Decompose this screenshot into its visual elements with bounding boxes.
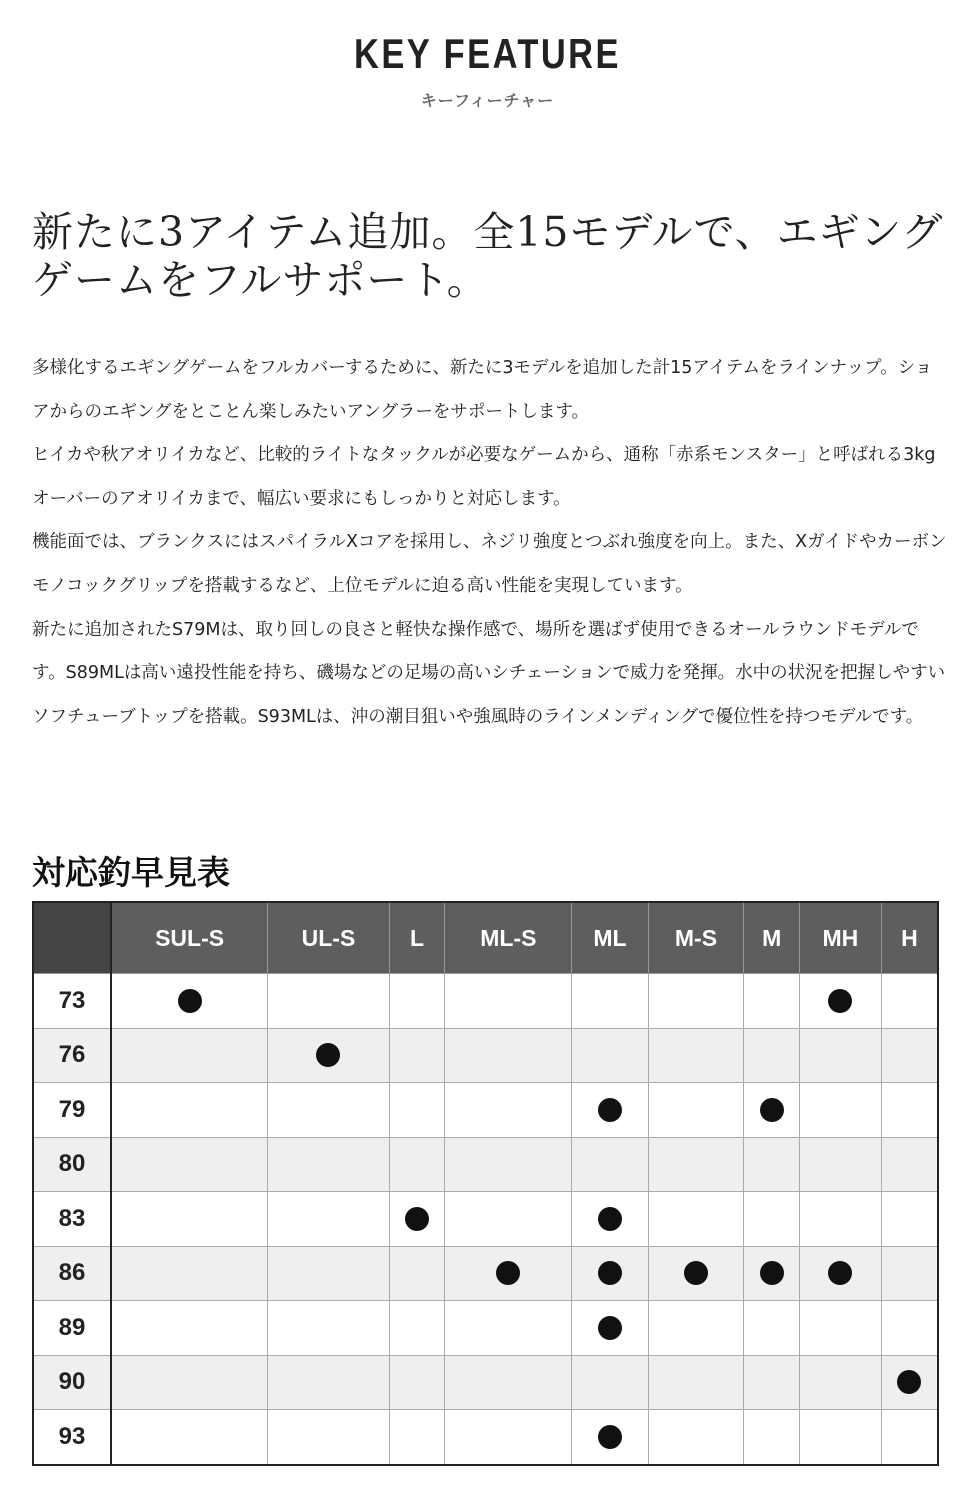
table-cell	[445, 1083, 572, 1138]
table-cell	[572, 1301, 648, 1356]
table-cell	[111, 1028, 268, 1083]
table-cell	[389, 1355, 445, 1410]
table-cell	[268, 1246, 390, 1301]
table-cell	[648, 1083, 744, 1138]
table-cell	[111, 1410, 268, 1465]
row-label: 73	[33, 974, 111, 1029]
table-cell	[648, 974, 744, 1029]
table-cell	[744, 1355, 800, 1410]
table-cell	[744, 974, 800, 1029]
table-cell	[389, 1028, 445, 1083]
table-cell	[800, 1028, 882, 1083]
table-cell	[572, 1192, 648, 1247]
table-cell	[800, 1301, 882, 1356]
table-cell	[800, 1410, 882, 1465]
dot-mark-icon	[760, 1261, 784, 1285]
table-header-row	[33, 902, 938, 974]
table-cell	[800, 1192, 882, 1247]
dot-mark-icon	[684, 1261, 708, 1285]
table-row	[33, 1083, 938, 1138]
row-label: 79	[33, 1083, 111, 1138]
column-header: ML-S	[445, 902, 572, 974]
row-label: 90	[33, 1355, 111, 1410]
table-cell	[572, 1137, 648, 1192]
table-cell	[744, 1410, 800, 1465]
table-cell	[268, 1083, 390, 1138]
table-cell	[445, 1301, 572, 1356]
table-cell	[389, 1246, 445, 1301]
table-cell	[268, 1301, 390, 1356]
row-label: 93	[33, 1410, 111, 1465]
table-cell	[389, 1192, 445, 1247]
table-cell	[111, 1137, 268, 1192]
table-cell	[445, 1410, 572, 1465]
table-cell	[744, 1192, 800, 1247]
dot-mark-icon	[316, 1043, 340, 1067]
table-cell	[881, 1355, 938, 1410]
dot-mark-icon	[598, 1261, 622, 1285]
table-cell	[800, 1355, 882, 1410]
table-cell	[744, 1083, 800, 1138]
table-cell	[268, 1137, 390, 1192]
column-header: SUL-S	[111, 902, 268, 974]
table-row	[33, 1028, 938, 1083]
row-label: 83	[33, 1192, 111, 1247]
table-row	[33, 974, 938, 1029]
table-cell	[445, 1355, 572, 1410]
table-cell	[648, 1028, 744, 1083]
table-cell	[111, 1246, 268, 1301]
table-row	[33, 1355, 938, 1410]
table-cell	[648, 1137, 744, 1192]
header-corner	[33, 902, 111, 974]
table-cell	[268, 1410, 390, 1465]
table-cell	[648, 1355, 744, 1410]
row-label: 80	[33, 1137, 111, 1192]
row-label: 89	[33, 1301, 111, 1356]
dot-mark-icon	[897, 1370, 921, 1394]
dot-mark-icon	[598, 1316, 622, 1340]
table-cell	[744, 1137, 800, 1192]
column-header: H	[881, 902, 938, 974]
table-cell	[572, 1083, 648, 1138]
table-cell	[881, 1410, 938, 1465]
table-cell	[445, 1192, 572, 1247]
table-row	[33, 1137, 938, 1192]
dot-mark-icon	[828, 1261, 852, 1285]
table-cell	[389, 1137, 445, 1192]
table-row	[33, 1192, 938, 1247]
table-cell	[111, 1083, 268, 1138]
column-header: ML	[572, 902, 648, 974]
table-cell	[572, 1246, 648, 1301]
table-cell	[445, 974, 572, 1029]
dot-mark-icon	[760, 1098, 784, 1122]
paragraph: 多様化するエギングゲームをフルカバーするために、新たに3モデルを追加した計15アイテムをラインナップ。ショアからのエギングをとことん楽しみたいアングラーをサポートします。	[32, 358, 933, 422]
table-cell	[744, 1246, 800, 1301]
table-cell	[744, 1028, 800, 1083]
section-subtitle: キーフィーチャー	[420, 91, 555, 110]
table-cell	[648, 1192, 744, 1247]
table-row	[33, 1246, 938, 1301]
table-cell	[800, 974, 882, 1029]
dot-mark-icon	[828, 989, 852, 1013]
dot-mark-icon	[598, 1425, 622, 1449]
table-cell	[111, 974, 268, 1029]
table-cell	[111, 1192, 268, 1247]
table-cell	[572, 1355, 648, 1410]
table-cell	[881, 1083, 938, 1138]
column-header: UL-S	[268, 902, 390, 974]
table-cell	[268, 1028, 390, 1083]
table-title: 対応釣早見表	[32, 853, 230, 892]
table-cell	[881, 1192, 938, 1247]
paragraph: ヒイカや秋アオリイカなど、比較的ライトなタックルが必要なゲームから、通称「赤系モンスター」と呼ばれる3kgオーバーのアオリイカまで、幅広い要求にもしっかりと対応します。	[32, 445, 936, 509]
table-cell	[389, 1410, 445, 1465]
compatibility-table	[32, 901, 939, 1466]
table-cell	[445, 1028, 572, 1083]
table-cell	[800, 1137, 882, 1192]
table-cell	[111, 1301, 268, 1356]
column-header: L	[389, 902, 445, 974]
table-cell	[572, 974, 648, 1029]
table-row	[33, 1410, 938, 1465]
dot-mark-icon	[178, 989, 202, 1013]
table-cell	[744, 1301, 800, 1356]
table-cell	[389, 974, 445, 1029]
table-cell	[648, 1410, 744, 1465]
table-cell	[572, 1028, 648, 1083]
table-cell	[648, 1301, 744, 1356]
table-cell	[389, 1301, 445, 1356]
section-title: KEY FEATURE	[354, 30, 621, 77]
column-header: M-S	[648, 902, 744, 974]
headline: 新たに3アイテム追加。全15モデルで、エギングゲームをフルサポート。	[32, 208, 944, 304]
dot-mark-icon	[496, 1261, 520, 1285]
table-cell	[445, 1246, 572, 1301]
description	[32, 347, 947, 739]
column-header: MH	[800, 902, 882, 974]
paragraph: 機能面では、ブランクスにはスパイラルXコアを採用し、ネジリ強度とつぶれ強度を向上。また、Xガイドやカーボンモノコックグリップを搭載するなど、上位モデルに迫る高い性能を実現しています。	[32, 532, 947, 596]
table-cell	[881, 974, 938, 1029]
dot-mark-icon	[405, 1207, 429, 1231]
table-cell	[268, 1192, 390, 1247]
dot-mark-icon	[598, 1207, 622, 1231]
table-cell	[881, 1301, 938, 1356]
table-cell	[881, 1246, 938, 1301]
table-cell	[881, 1028, 938, 1083]
row-label: 76	[33, 1028, 111, 1083]
table-row	[33, 1301, 938, 1356]
table-cell	[800, 1083, 882, 1138]
table-cell	[881, 1137, 938, 1192]
table-cell	[268, 974, 390, 1029]
paragraph: 新たに追加されたS79Mは、取り回しの良さと軽快な操作感で、場所を選ばず使用できるオールラウンドモデルです。S89MLは高い遠投性能を持ち、磯場などの足場の高いシチェーションで威力を発揮。水中の状況を把握しやすいソフチューブトップを搭載。S93MLは、沖の潮目狙いや強風時のラインメンディングで優位性を持つモデルです。	[32, 619, 946, 727]
table-cell	[572, 1410, 648, 1465]
column-header: M	[744, 902, 800, 974]
table-cell	[648, 1246, 744, 1301]
dot-mark-icon	[598, 1098, 622, 1122]
table-cell	[389, 1083, 445, 1138]
table-cell	[111, 1355, 268, 1410]
table-cell	[445, 1137, 572, 1192]
table-cell	[800, 1246, 882, 1301]
table-cell	[268, 1355, 390, 1410]
row-label: 86	[33, 1246, 111, 1301]
